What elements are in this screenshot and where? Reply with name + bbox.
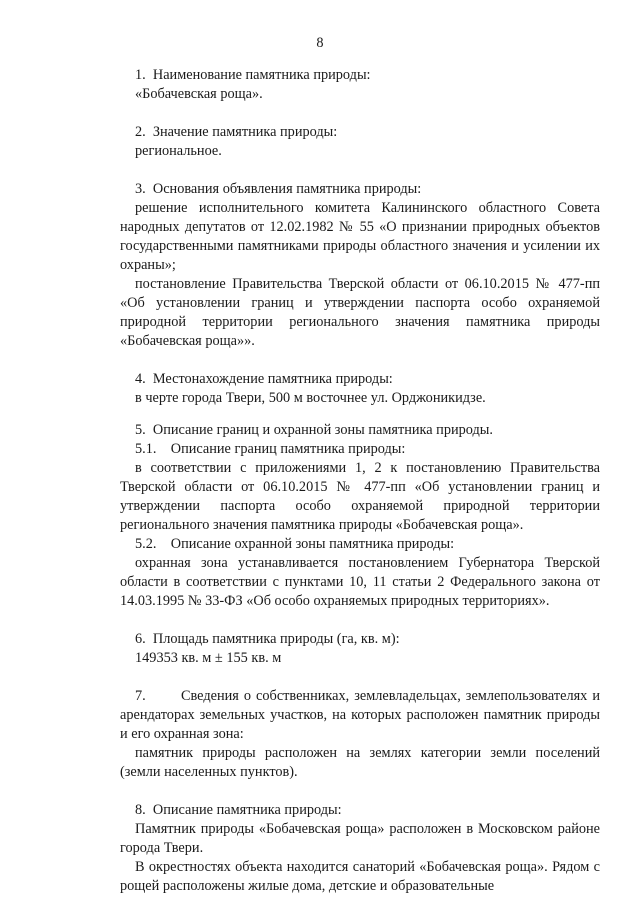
section-2-heading: 2. Значение памятника природы: — [135, 124, 338, 140]
section-8-surroundings: В окрестностях объекта находится санаторий «Бобачевская роща». Рядом с рощей расположены жилые дома, детские и образовательные — [120, 859, 600, 894]
section-1-value: «Бобачевская роща». — [135, 86, 263, 102]
section-4-heading: 4. Местонахождение памятника природы: — [135, 371, 393, 387]
section-8-heading: 8. Описание памятника природы: — [135, 802, 342, 818]
document-body — [120, 66, 600, 896]
section-3-decision: решение исполнительного комитета Калининского областного Совета народных депутатов от 12.02.1982 № 55 «О признании природных объектов государственными памятниками природы областного значения и усилении их охраны»; — [120, 200, 600, 273]
section-7-value: памятник природы расположен на землях категории земли поселений (земли населенных пунктов). — [120, 745, 600, 780]
section-5-1-text: в соответствии с приложениями 1, 2 к постановлению Правительства Тверской области от 06.10.2015 № 477-пп «Об установлении границ и утверждении паспорта особо охраняемой природной территории регионального значения памятника природы «Бобачевская роща». — [120, 460, 600, 533]
section-6-heading: 6. Площадь памятника природы (га, кв. м): — [135, 631, 400, 647]
section-3-resolution: постановление Правительства Тверской области от 06.10.2015 № 477-пп «Об установлении границ и утверждении паспорта особо охраняемой природной территории регионального значения памятника природы «Бобачевская роща»». — [120, 276, 600, 349]
section-2-value: региональное. — [135, 143, 222, 159]
section-5-heading: 5. Описание границ и охранной зоны памятника природы. — [135, 422, 493, 438]
section-5-2-text: охранная зона устанавливается постановлением Губернатора Тверской области в соответствии с пунктами 10, 11 статьи 2 Федерального закона от 14.03.1995 № 33-ФЗ «Об особо охраняемых природных территориях». — [120, 555, 600, 609]
page-number: 8 — [316, 35, 324, 51]
section-7-heading: 7. Сведения о собственниках, землевладельцах, землепользователях и арендаторах земельных участков, на которых расположен памятник природы и его охранная зона: — [120, 688, 600, 742]
section-3-heading: 3. Основания объявления памятника природы: — [135, 181, 422, 197]
section-4-value: в черте города Твери, 500 м восточнее ул. Орджоникидзе. — [135, 390, 486, 406]
section-6-value: 149353 кв. м ± 155 кв. м — [135, 650, 282, 666]
section-1-heading: 1. Наименование памятника природы: — [135, 67, 371, 83]
section-5-2-heading: 5.2. Описание охранной зоны памятника природы: — [135, 536, 455, 552]
section-5-1-heading: 5.1. Описание границ памятника природы: — [135, 441, 406, 457]
section-8-location: Памятник природы «Бобачевская роща» расположен в Московском районе города Твери. — [120, 821, 600, 856]
